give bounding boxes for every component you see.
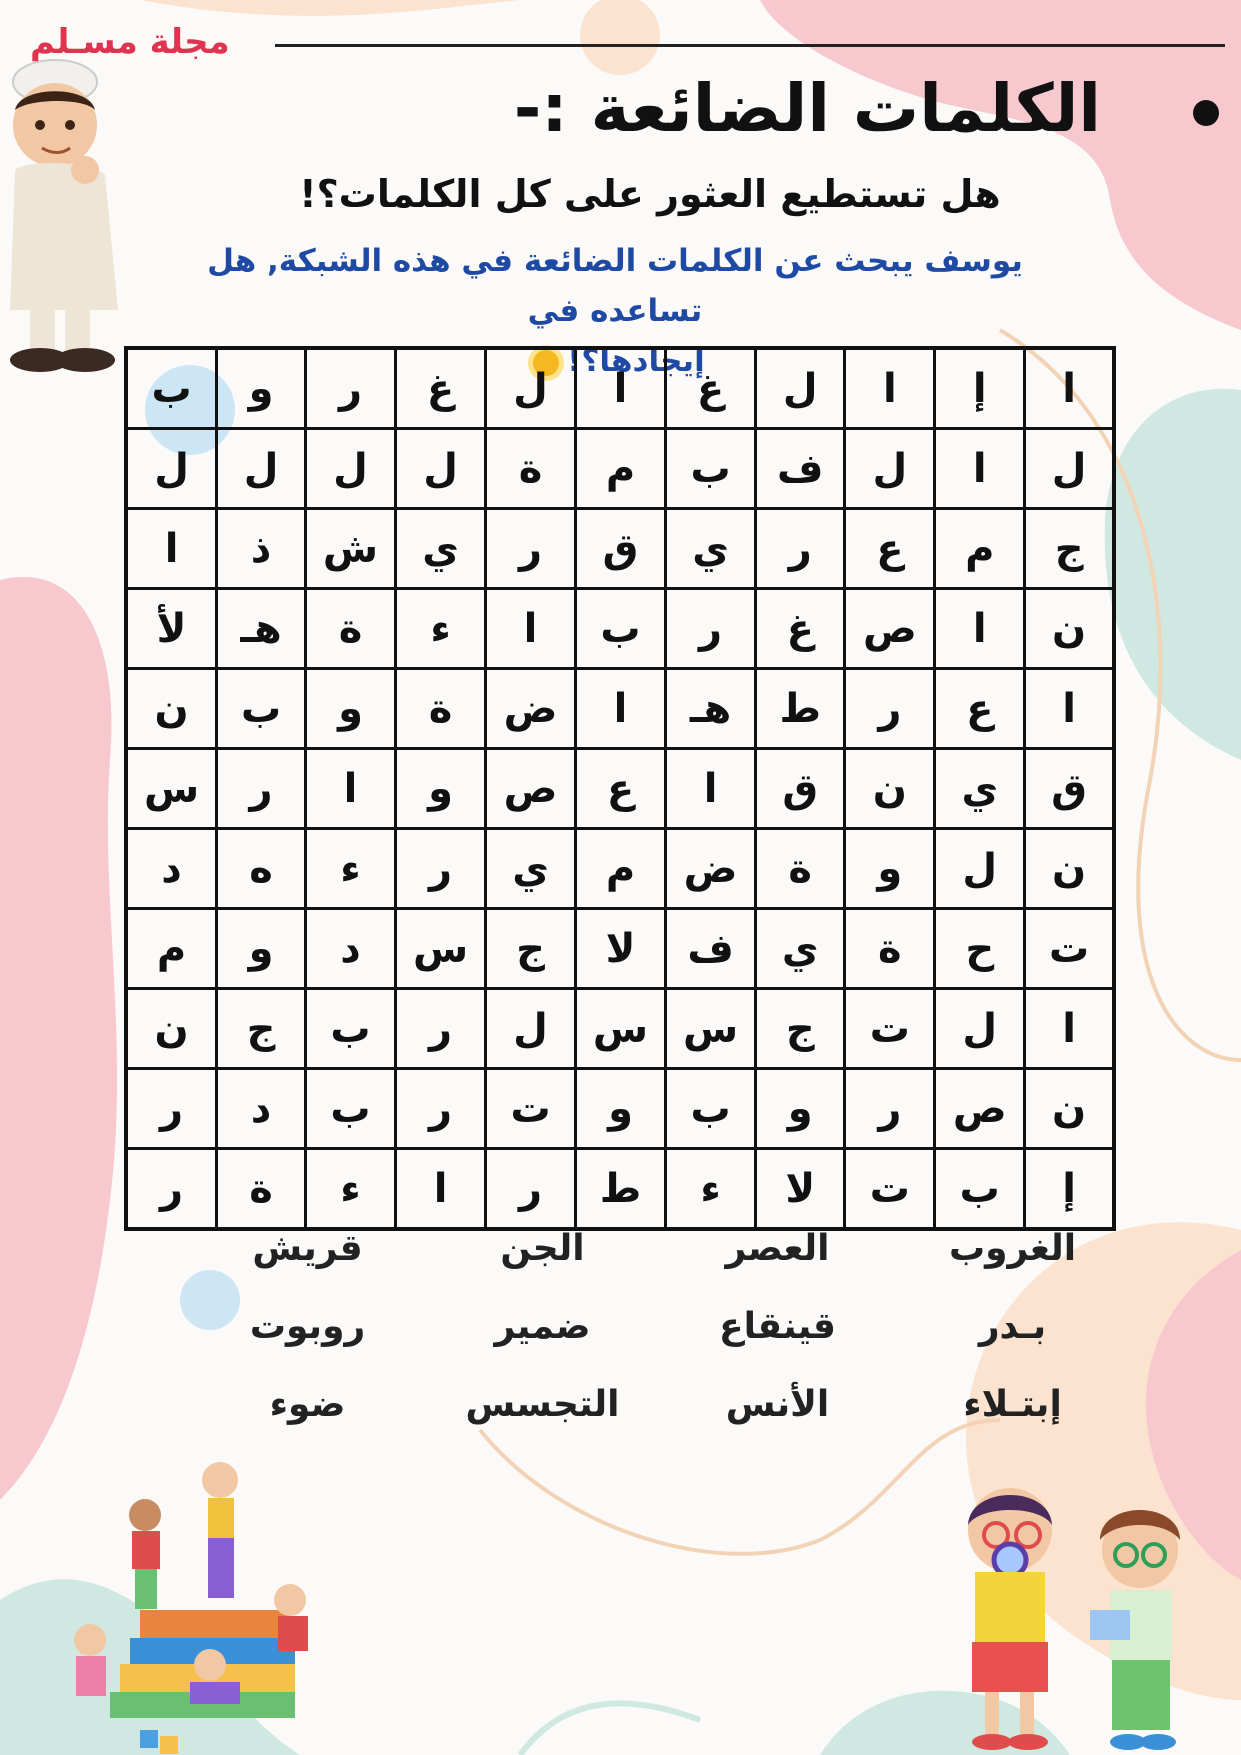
instruction-line-1: يوسف يبحث عن الكلمات الضائعة في هذه الشبكة, هل تساعده في [207,243,1023,329]
word-item: بـدر [978,1306,1047,1347]
grid-cell[interactable]: ل [756,348,845,429]
grid-row [126,1149,1114,1230]
grid-cell[interactable]: ر [305,348,395,429]
grid-row [126,348,1114,429]
grid-cell[interactable]: ا [1025,989,1114,1069]
grid-cell[interactable]: ر [396,989,486,1069]
grid-cell[interactable]: ج [756,989,845,1069]
grid-cell[interactable]: ق [576,509,666,589]
grid-cell[interactable]: ف [666,909,756,989]
grid-row [126,829,1114,909]
grid-cell[interactable]: ص [486,749,576,829]
word-item: إبتـلاء [963,1384,1062,1425]
grid-cell[interactable]: ر [845,669,935,749]
grid-cell[interactable]: غ [666,348,756,429]
grid-cell[interactable]: ر [217,749,306,829]
grid-cell[interactable]: ء [305,1149,395,1230]
grid-cell[interactable]: و [576,1069,666,1149]
grid-cell[interactable]: ب [666,1069,756,1149]
grid-cell[interactable]: ر [126,1069,217,1149]
grid-cell[interactable]: م [126,909,217,989]
grid-cell[interactable]: ء [666,1149,756,1230]
header-divider [275,44,1225,47]
word-item: الجن [500,1228,585,1269]
word-item: روبوت [249,1306,366,1347]
grid-cell[interactable]: ض [486,669,576,749]
grid-cell[interactable]: ل [486,989,576,1069]
grid-cell[interactable]: ة [845,909,935,989]
grid-cell[interactable]: ع [576,749,666,829]
grid-cell[interactable]: ل [935,829,1025,909]
question-text: هل تستطيع العثور على كل الكلمات؟! [299,172,1001,216]
grid-cell[interactable]: س [666,989,756,1069]
grid-cell[interactable]: ر [396,1069,486,1149]
grid-cell[interactable]: هـ [217,589,306,669]
grid-cell[interactable]: هـ [666,669,756,749]
grid-row [126,429,1114,509]
grid-cell[interactable]: ل [396,429,486,509]
grid-cell[interactable]: ح [935,909,1025,989]
grid-cell[interactable]: و [217,909,306,989]
grid-cell[interactable]: ل [1025,429,1114,509]
grid-cell[interactable]: ي [486,829,576,909]
grid-cell[interactable]: ض [666,829,756,909]
grid-cell[interactable]: ب [666,429,756,509]
grid-cell[interactable]: لا [576,909,666,989]
grid-cell[interactable]: إ [935,348,1025,429]
grid-cell[interactable]: ر [126,1149,217,1230]
grid-cell[interactable]: ص [935,1069,1025,1149]
word-item: الأنس [725,1384,830,1425]
grid-cell[interactable]: ا [486,589,576,669]
magazine-brand: مجلة مسـلم [30,22,230,62]
grid-cell[interactable]: ش [305,509,395,589]
grid-cell[interactable]: و [305,669,395,749]
grid-cell[interactable]: ء [396,589,486,669]
grid-cell[interactable]: ن [845,749,935,829]
grid-row [126,509,1114,589]
grid-cell[interactable]: ق [756,749,845,829]
grid-cell[interactable]: ج [1025,509,1114,589]
grid-cell[interactable]: ت [845,1149,935,1230]
grid-cell[interactable]: د [217,1069,306,1149]
grid-cell[interactable]: ا [935,589,1025,669]
grid-cell[interactable]: ل [126,429,217,509]
grid-cell[interactable]: و [756,1069,845,1149]
grid-cell[interactable]: ب [217,669,306,749]
grid-cell[interactable]: ل [935,989,1025,1069]
grid-cell[interactable]: م [935,509,1025,589]
grid-cell[interactable]: ع [935,669,1025,749]
grid-cell[interactable]: ه [217,829,306,909]
grid-cell[interactable]: ء [305,829,395,909]
grid-cell[interactable]: ل [305,429,395,509]
grid-cell[interactable]: إ [1025,1149,1114,1230]
grid-row [126,909,1114,989]
grid-cell[interactable]: ص [845,589,935,669]
grid-cell[interactable]: ة [486,429,576,509]
grid-cell[interactable]: ة [217,1149,306,1230]
grid-cell[interactable]: ن [126,989,217,1069]
grid-row [126,589,1114,669]
grid-cell[interactable]: ا [576,348,666,429]
grid-cell[interactable]: ل [845,429,935,509]
grid-cell[interactable]: م [576,429,666,509]
word-search-grid [124,346,1116,1231]
grid-cell[interactable]: م [576,829,666,909]
bullet-icon [1193,100,1219,126]
grid-cell[interactable]: ر [396,829,486,909]
grid-cell[interactable]: لأ [126,589,217,669]
word-list [190,1228,1130,1434]
grid-cell[interactable]: غ [756,589,845,669]
grid-cell[interactable]: س [396,909,486,989]
grid-cell[interactable]: ن [126,669,217,749]
grid-cell[interactable]: ل [217,429,306,509]
grid-cell[interactable]: ا [845,348,935,429]
grid-cell[interactable]: ن [1025,829,1114,909]
grid-cell[interactable]: ذ [217,509,306,589]
grid-cell[interactable]: ب [305,1069,395,1149]
grid-cell[interactable]: ب [126,348,217,429]
kids-magnifier-illustration [950,1480,1210,1755]
grid-cell[interactable]: ن [1025,589,1114,669]
grid-cell[interactable]: س [576,989,666,1069]
grid-cell[interactable]: ا [305,749,395,829]
grid-cell[interactable]: ا [1025,669,1114,749]
grid-row [126,669,1114,749]
grid-cell[interactable]: ج [486,909,576,989]
word-item: العصر [725,1228,830,1269]
boy-illustration [0,50,130,380]
grid-cell[interactable]: ر [486,1149,576,1230]
grid-row [126,1069,1114,1149]
grid-row [126,749,1114,829]
grid-cell[interactable]: غ [396,348,486,429]
grid-cell[interactable]: ب [305,989,395,1069]
grid-cell[interactable]: د [126,829,217,909]
kids-books-illustration [40,1460,360,1755]
grid-cell[interactable]: ر [845,1069,935,1149]
grid-cell[interactable]: و [396,749,486,829]
grid-cell[interactable]: ن [1025,1069,1114,1149]
grid-cell[interactable]: ر [756,509,845,589]
grid-cell[interactable]: ة [756,829,845,909]
grid-cell[interactable]: ط [576,1149,666,1230]
grid-row [126,989,1114,1069]
grid-cell[interactable]: ي [756,909,845,989]
grid-cell[interactable]: ق [1025,749,1114,829]
grid-cell[interactable]: ا [935,429,1025,509]
grid-cell[interactable]: ي [666,509,756,589]
grid-cell[interactable]: ا [666,749,756,829]
word-item: التجسس [465,1384,620,1425]
word-item: قريش [252,1228,363,1269]
grid-cell[interactable]: ا [396,1149,486,1230]
grid-cell[interactable]: ا [126,509,217,589]
grid-cell[interactable]: ع [845,509,935,589]
grid-cell[interactable]: ا [576,669,666,749]
grid-cell[interactable]: د [305,909,395,989]
grid-cell[interactable]: ط [756,669,845,749]
grid-cell[interactable]: ا [1025,348,1114,429]
grid-cell[interactable]: ب [576,589,666,669]
grid-cell[interactable]: ت [1025,909,1114,989]
grid-cell[interactable]: ب [935,1149,1025,1230]
grid-cell[interactable]: ر [666,589,756,669]
page-title: الكلمات الضائعة :- [513,70,1101,147]
grid-cell[interactable]: ر [486,509,576,589]
word-item: ضمير [494,1306,591,1347]
word-item: الغروب [948,1228,1077,1269]
grid-cell[interactable]: و [217,348,306,429]
grid-cell[interactable]: ي [396,509,486,589]
word-item: قينقاع [719,1306,836,1347]
grid-cell[interactable]: ت [845,989,935,1069]
instruction-line-2: إيجادها؟! [567,343,705,379]
grid-cell[interactable]: ة [396,669,486,749]
grid-cell[interactable]: س [126,749,217,829]
grid-cell[interactable]: ج [217,989,306,1069]
grid-cell[interactable]: ي [935,749,1025,829]
word-item: ضوء [269,1384,346,1425]
grid-cell[interactable]: ل [486,348,576,429]
grid-cell[interactable]: ة [305,589,395,669]
grid-cell[interactable]: ف [756,429,845,509]
grid-cell[interactable]: ت [486,1069,576,1149]
grid-cell[interactable]: و [845,829,935,909]
grid-cell[interactable]: لا [756,1149,845,1230]
